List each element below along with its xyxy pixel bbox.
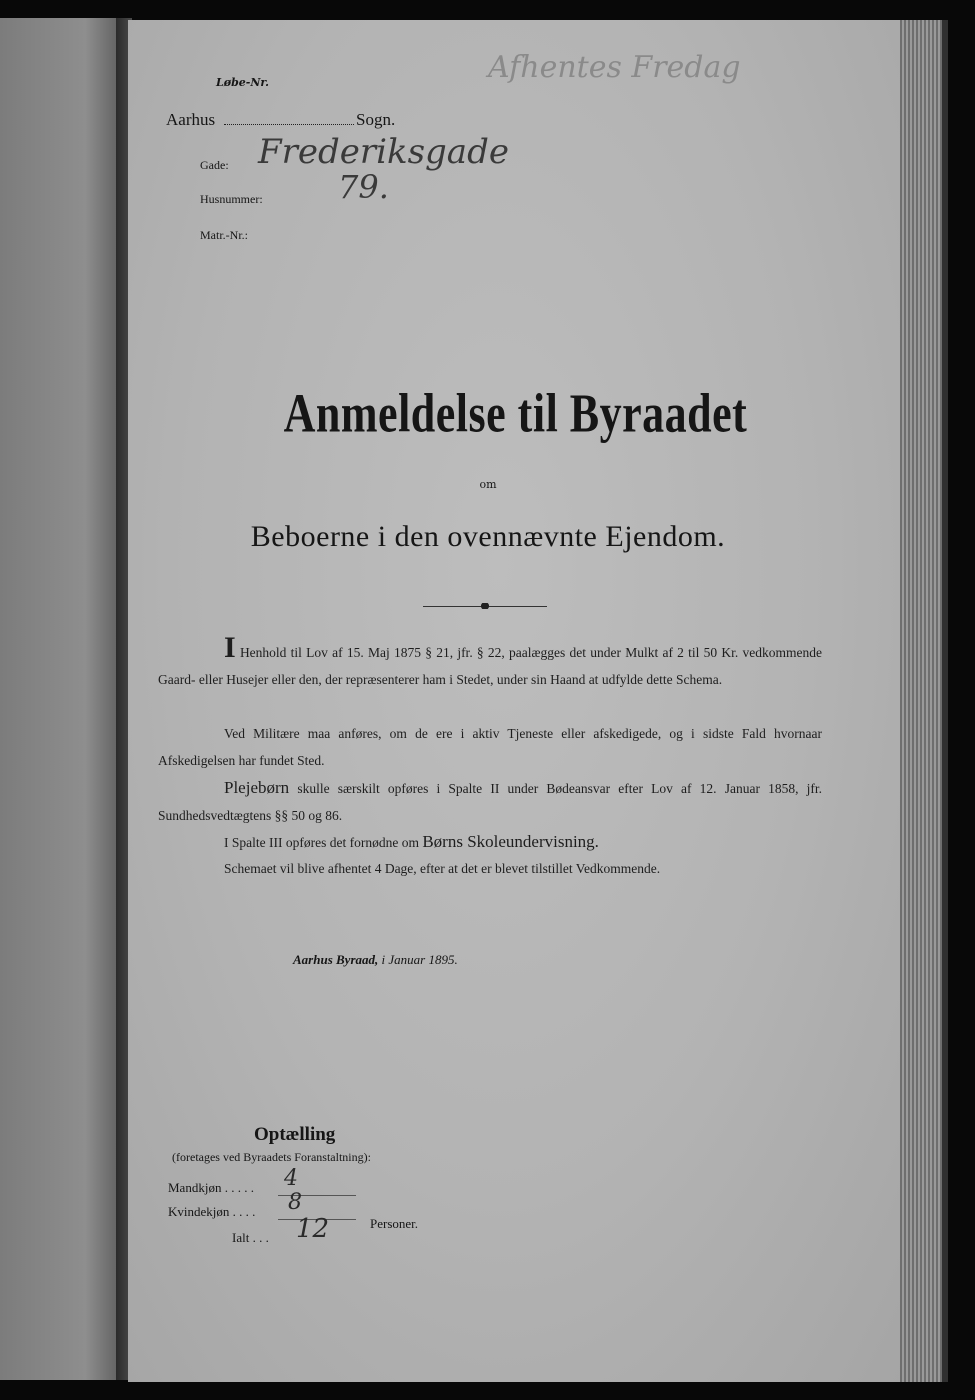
lobe-nr-label: Løbe-Nr.	[216, 76, 269, 89]
paragraph-column-three	[158, 828, 822, 856]
count-value-total: 12	[296, 1214, 330, 1244]
document-page	[128, 20, 903, 1382]
left-page-edge	[0, 18, 122, 1380]
parish-prefix: Aarhus	[166, 110, 216, 129]
count-label-female: Kvindekjøn . . . .	[168, 1204, 256, 1219]
parish-line	[224, 124, 354, 125]
paragraph-pickup	[158, 855, 822, 882]
count-title: Optælling	[254, 1124, 336, 1145]
paragraph-law-text: Henhold til Lov af 15. Maj 1875 § 21, jfr. § 22, paalægges det under Mulkt af 2 til 50 Kr. vedkommende Gaard- eller Husejer eller den, der repræsenterer ham i Stedet, under sin Haand at udfylde dette Schema.	[158, 645, 822, 687]
count-value-male: 4	[284, 1166, 298, 1191]
column-three-text: I Spalte III opføres det fornødne om	[224, 835, 419, 850]
count-suffix: Personer.	[370, 1216, 419, 1231]
pickup-text: Schemaet vil blive afhentet 4 Dage, efter at det er blevet tilstillet Vedkommende.	[224, 861, 661, 876]
title-connector: om	[479, 478, 497, 491]
house-number-value: 79.	[338, 168, 389, 206]
count-note: (foretages ved Byraadets Foranstaltning):	[172, 1150, 371, 1164]
street-label: Gade:	[200, 158, 229, 172]
count-value-female: 8	[288, 1190, 302, 1215]
count-label-male: Mandkjøn . . . . .	[168, 1180, 254, 1195]
street-value: Frederiksgade	[258, 132, 509, 172]
house-number-label: Husnummer:	[200, 192, 263, 206]
dropcap: I	[224, 631, 236, 664]
parish-suffix: Sogn.	[356, 110, 396, 129]
book-cover-edge	[942, 20, 948, 1382]
paragraph-foster-text: skulle særskilt opføres i Spalte II under Bødeansvar efter Lov af 12. Januar 1858, jfr. Sundhedsvedtægtens §§ 50 og 86.	[158, 781, 822, 823]
paragraph-military-text: Ved Militære maa anføres, om de ere i aktiv Tjeneste eller afskedigede, og i sidste Fald hvornaar Afskedigelsen har fundet Sted.	[158, 726, 822, 768]
page-stack-edges	[900, 20, 942, 1382]
count-label-total: Ialt . . .	[232, 1230, 269, 1245]
foster-lead: Plejebørn	[224, 778, 290, 797]
paragraph-foster	[158, 774, 822, 829]
matr-label: Matr.-Nr.:	[200, 228, 248, 242]
ornament-dots	[476, 603, 494, 609]
signature-date: i Januar 1895.	[381, 952, 458, 967]
paragraph-law	[158, 631, 822, 693]
handwritten-pickup-note: Afhentes Fredag	[488, 50, 741, 85]
signature-org: Aarhus Byraad,	[293, 952, 379, 967]
document-title: Anmeldelse til Byraadet	[283, 382, 748, 445]
signature-line	[293, 952, 458, 968]
document-subtitle: Beboerne i den ovennævnte Ejendom.	[250, 520, 726, 553]
school-emphasis: Børns Skoleundervisning.	[422, 832, 599, 851]
paragraph-military	[158, 720, 822, 774]
